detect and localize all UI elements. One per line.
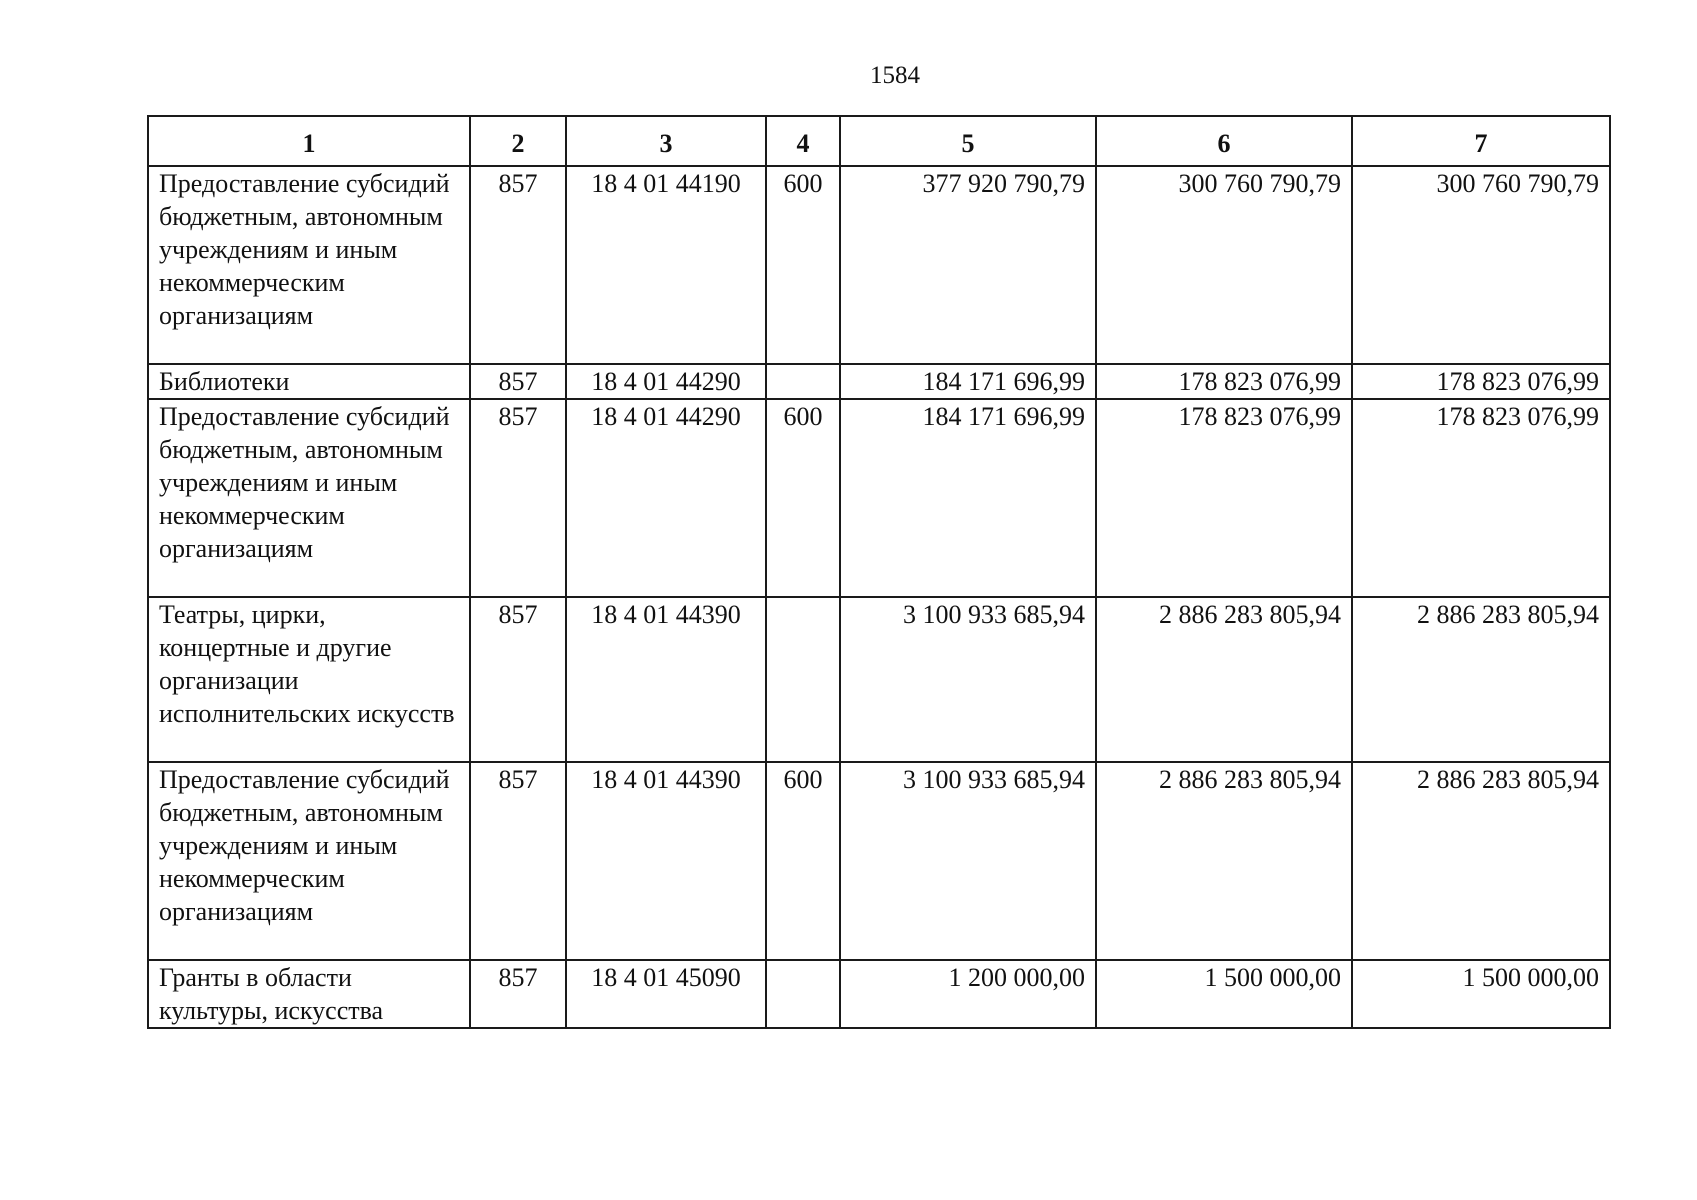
row-expense-type: 600	[766, 166, 840, 364]
row-value-7: 2 886 283 805,94	[1352, 762, 1610, 960]
row-ministry-code: 857	[470, 399, 566, 597]
budget-table	[147, 115, 1611, 1029]
table-row	[148, 762, 1610, 960]
row-expense-type: 600	[766, 399, 840, 597]
row-value-5: 184 171 696,99	[840, 364, 1096, 399]
column-header: 3	[566, 116, 766, 166]
row-ministry-code: 857	[470, 364, 566, 399]
row-name: Библиотеки	[148, 364, 470, 399]
row-target-code: 18 4 01 44290	[566, 364, 766, 399]
row-value-6: 178 823 076,99	[1096, 364, 1352, 399]
column-header: 6	[1096, 116, 1352, 166]
row-expense-type: 600	[766, 762, 840, 960]
row-name: Театры, цирки, концертные и другие организации исполнительских искусств	[148, 597, 470, 762]
column-header: 4	[766, 116, 840, 166]
row-target-code: 18 4 01 44390	[566, 597, 766, 762]
row-ministry-code: 857	[470, 166, 566, 364]
row-value-5: 1 200 000,00	[840, 960, 1096, 1028]
page-number: 1584	[870, 62, 920, 89]
row-value-5: 3 100 933 685,94	[840, 762, 1096, 960]
column-header: 7	[1352, 116, 1610, 166]
table-row	[148, 597, 1610, 762]
row-expense-type	[766, 960, 840, 1028]
row-value-6: 300 760 790,79	[1096, 166, 1352, 364]
row-value-5: 3 100 933 685,94	[840, 597, 1096, 762]
row-target-code: 18 4 01 44390	[566, 762, 766, 960]
table-row	[148, 960, 1610, 1028]
row-name: Предоставление субсидий бюджетным, автономным учреждениям и иным некоммерческим организациям	[148, 399, 470, 597]
row-value-7: 178 823 076,99	[1352, 399, 1610, 597]
table-row	[148, 364, 1610, 399]
row-value-5: 377 920 790,79	[840, 166, 1096, 364]
header-row	[148, 116, 1610, 166]
row-target-code: 18 4 01 44190	[566, 166, 766, 364]
row-value-6: 1 500 000,00	[1096, 960, 1352, 1028]
row-target-code: 18 4 01 44290	[566, 399, 766, 597]
row-value-7: 1 500 000,00	[1352, 960, 1610, 1028]
row-name: Предоставление субсидий бюджетным, автономным учреждениям и иным некоммерческим организациям	[148, 762, 470, 960]
row-name: Гранты в области культуры, искусства	[148, 960, 470, 1028]
row-value-6: 2 886 283 805,94	[1096, 762, 1352, 960]
column-header: 2	[470, 116, 566, 166]
row-value-7: 300 760 790,79	[1352, 166, 1610, 364]
row-value-6: 2 886 283 805,94	[1096, 597, 1352, 762]
row-expense-type	[766, 597, 840, 762]
row-value-5: 184 171 696,99	[840, 399, 1096, 597]
column-header: 1	[148, 116, 470, 166]
row-name: Предоставление субсидий бюджетным, автономным учреждениям и иным некоммерческим организациям	[148, 166, 470, 364]
column-header: 5	[840, 116, 1096, 166]
row-ministry-code: 857	[470, 762, 566, 960]
row-ministry-code: 857	[470, 960, 566, 1028]
row-ministry-code: 857	[470, 597, 566, 762]
row-target-code: 18 4 01 45090	[566, 960, 766, 1028]
row-value-7: 178 823 076,99	[1352, 364, 1610, 399]
row-expense-type	[766, 364, 840, 399]
table-row	[148, 399, 1610, 597]
table-row	[148, 166, 1610, 364]
row-value-7: 2 886 283 805,94	[1352, 597, 1610, 762]
row-value-6: 178 823 076,99	[1096, 399, 1352, 597]
